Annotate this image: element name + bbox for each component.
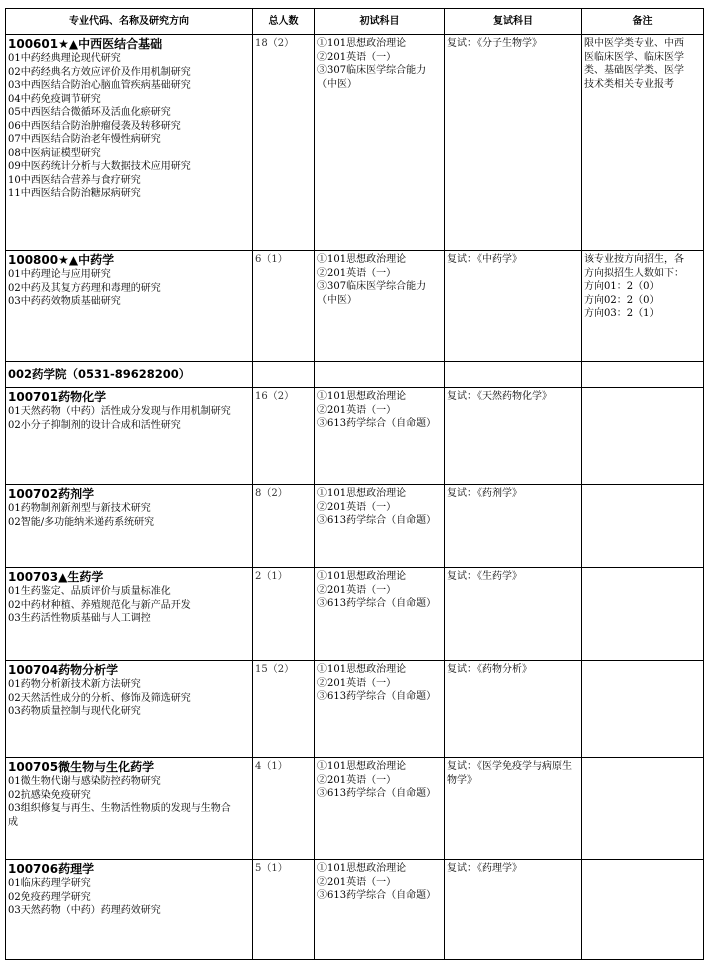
exam-subject: ③307临床医学综合能力: [317, 281, 427, 292]
retest-cell: [445, 388, 582, 485]
exam-subject: ②201英语（一）: [317, 774, 397, 786]
major-cell: [6, 661, 253, 758]
retest-cell: [445, 661, 582, 758]
count-cell: [253, 661, 315, 758]
empty-cell: [445, 362, 582, 388]
major-cell: [6, 758, 253, 860]
admissions-table: [5, 8, 704, 960]
major-cell: [6, 485, 253, 568]
empty-cell: [253, 362, 315, 388]
major-code-name: 100601★▲中西医结合基础: [8, 37, 163, 51]
section-row: [6, 362, 704, 388]
retest-cell: [445, 758, 582, 860]
enrollment-count: 16（2）: [255, 391, 295, 402]
retest-cell: [445, 860, 582, 960]
exam-subject: ②201英语（一）: [317, 267, 397, 279]
exam-subject: ②201英语（一）: [317, 677, 397, 689]
exam-subject: ②201英语（一）: [317, 51, 397, 63]
major-cell: [6, 35, 253, 251]
exam-cell: [315, 485, 445, 568]
research-direction: 02天然活性成分的分析、修饰及筛选研究: [8, 692, 191, 704]
count-cell: [253, 251, 315, 362]
exam-subject: ③613药学综合（自命题）: [317, 788, 437, 799]
note-cell: [582, 860, 704, 960]
exam-subject: ①101思想政治理论: [317, 38, 407, 49]
enrollment-count: 2（1）: [255, 571, 288, 582]
note-cell: [582, 758, 704, 860]
major-code-name: 100703▲生药学: [8, 570, 104, 584]
enrollment-count: 6（1）: [255, 254, 288, 265]
exam-cell: [315, 758, 445, 860]
research-direction: 10中西医结合营养与食疗研究: [8, 174, 141, 186]
retest-cell: [445, 251, 582, 362]
retest-subject: 复试：《生药学》: [447, 571, 522, 582]
exam-subject: ②201英语（一）: [317, 584, 397, 596]
research-direction: 02抗感染免疫研究: [8, 789, 91, 801]
retest-subject: 复试：《天然药物化学》: [447, 391, 552, 402]
research-direction: 05中西医结合微循环及活血化瘀研究: [8, 107, 171, 118]
exam-subject: ②201英语（一）: [317, 404, 397, 416]
note-line: 技术类相关专业报考: [584, 78, 674, 90]
exam-subject: ③613药学综合（自命题）: [317, 418, 437, 429]
research-direction: 06中西医结合防治肿瘤侵袭及转移研究: [8, 120, 181, 132]
major-cell: [6, 251, 253, 362]
table-row: [6, 485, 704, 568]
count-cell: [253, 35, 315, 251]
table-row: [6, 758, 704, 860]
note-line: 方向拟招生人数如下：: [584, 267, 684, 279]
note-cell: [582, 485, 704, 568]
section-title-cell: [6, 362, 253, 388]
table-row: [6, 661, 704, 758]
note-cell: [582, 388, 704, 485]
empty-cell: [315, 362, 445, 388]
note-line: 方向03：2（1）: [584, 308, 660, 319]
major-code-name: 100701药物化学: [8, 390, 107, 404]
retest-subject: 复试：《医学免疫学与病原生物学》: [447, 761, 572, 786]
research-direction: 08中医病证模型研究: [8, 147, 101, 159]
research-direction: 01微生物代谢与感染防控药物研究: [8, 776, 161, 787]
research-direction: 02中药材种植、养殖规范化与新产品开发: [8, 599, 191, 611]
note-line: 该专业按方向招生，各: [584, 254, 684, 265]
retest-subject: 复试：《中药学》: [447, 254, 522, 265]
research-direction: 成: [8, 816, 18, 828]
table-row: [6, 568, 704, 661]
exam-cell: [315, 388, 445, 485]
research-direction: 03组织修复与再生、生物活性物质的发现与生物合: [8, 803, 231, 814]
exam-subject: ①101思想政治理论: [317, 571, 407, 582]
research-direction: 01中药经典理论现代研究: [8, 53, 121, 64]
retest-cell: [445, 485, 582, 568]
header-major: 专业代码、名称及研究方向: [6, 9, 253, 35]
note-line: 类、基础医学类、医学: [584, 65, 684, 76]
exam-subject: ①101思想政治理论: [317, 664, 407, 675]
major-cell: [6, 568, 253, 661]
major-cell: [6, 860, 253, 960]
exam-subject: ③613药学综合（自命题）: [317, 691, 437, 702]
retest-cell: [445, 568, 582, 661]
table-body: [6, 35, 704, 960]
table-row: [6, 35, 704, 251]
table-row: [6, 388, 704, 485]
note-cell: [582, 661, 704, 758]
exam-subject: ②201英语（一）: [317, 501, 397, 513]
research-direction: 02中药经典名方效应评价及作用机制研究: [8, 66, 191, 78]
research-direction: 03中西医结合防治心脑血管疾病基础研究: [8, 80, 191, 91]
exam-cell: [315, 661, 445, 758]
count-cell: [253, 860, 315, 960]
retest-subject: 复试：《分子生物学》: [447, 38, 542, 49]
enrollment-count: 18（2）: [255, 38, 295, 49]
research-direction: 02免疫药理学研究: [8, 891, 91, 903]
research-direction: 07中西医结合防治老年慢性病研究: [8, 134, 161, 145]
note-line: 方向02：2（0）: [584, 294, 660, 306]
empty-cell: [582, 362, 704, 388]
exam-cell: [315, 251, 445, 362]
research-direction: 09中医药统计分析与大数据技术应用研究: [8, 161, 191, 172]
note-cell: [582, 35, 704, 251]
major-cell: [6, 388, 253, 485]
exam-subject: ③307临床医学综合能力: [317, 65, 427, 76]
exam-subject: （中医）: [317, 294, 357, 306]
header-retest: 复试科目: [445, 9, 582, 35]
research-direction: 03天然药物（中药）药理药效研究: [8, 905, 161, 916]
exam-subject: ①101思想政治理论: [317, 761, 407, 772]
table-row: [6, 251, 704, 362]
enrollment-count: 5（1）: [255, 863, 288, 874]
exam-subject: ③613药学综合（自命题）: [317, 598, 437, 609]
major-code-name: 100706药理学: [8, 862, 95, 876]
header-note: 备注: [582, 9, 704, 35]
table-row: [6, 860, 704, 960]
exam-cell: [315, 860, 445, 960]
table-header-row: [6, 9, 704, 35]
note-line: 限中医学类专业、中西: [584, 38, 684, 49]
exam-subject: ②201英语（一）: [317, 876, 397, 888]
major-code-name: 100705微生物与生化药学: [8, 760, 155, 774]
research-direction: 01药物分析新技术新方法研究: [8, 679, 141, 690]
count-cell: [253, 758, 315, 860]
retest-cell: [445, 35, 582, 251]
research-direction: 03药物质量控制与现代化研究: [8, 706, 141, 717]
exam-subject: ①101思想政治理论: [317, 488, 407, 499]
note-line: 方向01：2（0）: [584, 281, 660, 292]
research-direction: 02中药及其复方药理和毒理的研究: [8, 282, 161, 294]
retest-subject: 复试：《药剂学》: [447, 488, 522, 499]
research-direction: 01临床药理学研究: [8, 878, 91, 889]
enrollment-count: 8（2）: [255, 488, 288, 499]
header-count: 总人数: [253, 9, 315, 35]
count-cell: [253, 388, 315, 485]
exam-subject: ①101思想政治理论: [317, 391, 407, 402]
section-title: 002药学院（0531-89628200）: [8, 367, 191, 381]
enrollment-count: 4（1）: [255, 761, 288, 772]
retest-subject: 复试：《药理学》: [447, 863, 522, 874]
research-direction: 11中西医结合防治糖尿病研究: [8, 188, 141, 199]
count-cell: [253, 568, 315, 661]
research-direction: 01天然药物（中药）活性成分发现与作用机制研究: [8, 406, 231, 417]
exam-cell: [315, 35, 445, 251]
note-cell: [582, 251, 704, 362]
research-direction: 04中药免疫调节研究: [8, 93, 101, 105]
header-exam: 初试科目: [315, 9, 445, 35]
research-direction: 03中药药效物质基础研究: [8, 296, 121, 307]
note-cell: [582, 568, 704, 661]
major-code-name: 100800★▲中药学: [8, 253, 115, 267]
exam-subject: ①101思想政治理论: [317, 254, 407, 265]
research-direction: 01生药鉴定、品质评价与质量标准化: [8, 586, 171, 597]
major-code-name: 100702药剂学: [8, 487, 95, 501]
research-direction: 02小分子抑制剂的设计合成和活性研究: [8, 419, 181, 431]
exam-cell: [315, 568, 445, 661]
retest-subject: 复试：《药物分析》: [447, 664, 532, 675]
exam-subject: （中医）: [317, 78, 357, 90]
exam-subject: ③613药学综合（自命题）: [317, 515, 437, 526]
research-direction: 02智能/多功能纳米递药系统研究: [8, 516, 155, 528]
count-cell: [253, 485, 315, 568]
exam-subject: ③613药学综合（自命题）: [317, 890, 437, 901]
enrollment-count: 15（2）: [255, 664, 295, 675]
research-direction: 01药物制剂新剂型与新技术研究: [8, 503, 151, 514]
research-direction: 03生药活性物质基础与人工调控: [8, 613, 151, 624]
research-direction: 01中药理论与应用研究: [8, 269, 111, 280]
exam-subject: ①101思想政治理论: [317, 863, 407, 874]
note-line: 医临床医学、临床医学: [584, 51, 684, 63]
major-code-name: 100704药物分析学: [8, 663, 119, 677]
